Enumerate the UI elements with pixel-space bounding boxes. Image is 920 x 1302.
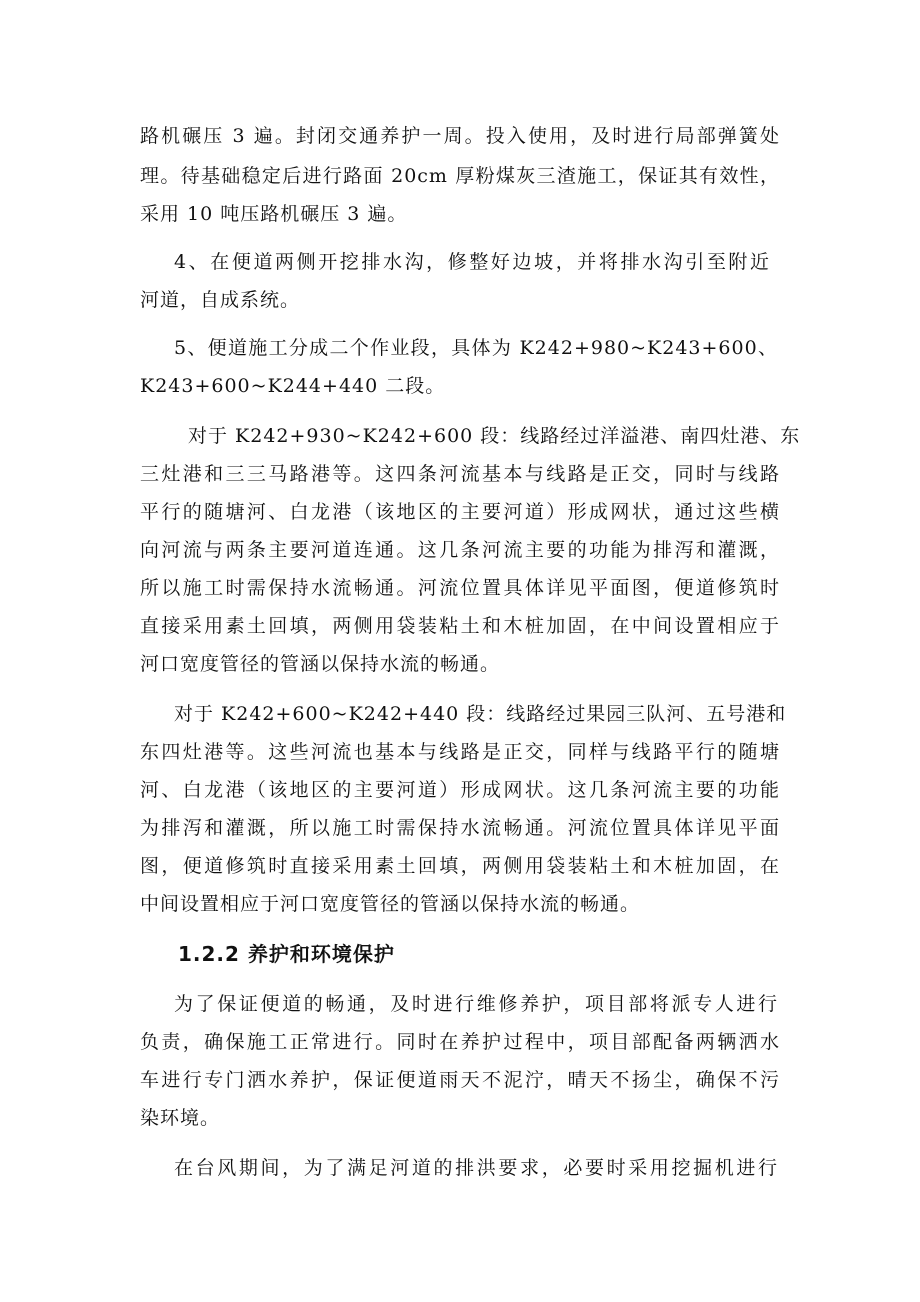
paragraph-4-line-3: 平行的随塘河、白龙港（该地区的主要河道）形成网状，通过这些横 xyxy=(140,501,780,523)
paragraph-5-line-1: 对于 K242+600~K242+440 段：线路经过果园三队河、五号港和 xyxy=(174,703,787,725)
paragraph-6-line-1: 为了保证便道的畅通，及时进行维修养护，项目部将派专人进行 xyxy=(174,993,778,1015)
paragraph-3-line-2: K243+600~K244+440 二段。 xyxy=(140,375,446,397)
paragraph-3-line-1: 5、便道施工分成二个作业段，具体为 K242+980~K243+600、 xyxy=(174,337,778,359)
paragraph-4-line-4: 向河流与两条主要河道连通。这几条河流主要的功能为排泻和灌溉， xyxy=(140,539,780,561)
paragraph-1-line-3: 采用 10 吨压路机碾压 3 遍。 xyxy=(140,203,408,225)
paragraph-4-line-5: 所以施工时需保持水流畅通。河流位置具体详见平面图，便道修筑时 xyxy=(140,577,780,599)
paragraph-4-line-1: 对于 K242+930~K242+600 段：线路经过洋溢港、南四灶港、东 xyxy=(188,425,801,447)
paragraph-6-line-2: 负责，确保施工正常进行。同时在养护过程中，项目部配备两辆洒水 xyxy=(140,1031,780,1053)
paragraph-5-line-4: 为排泻和灌溉，所以施工时需保持水流畅通。河流位置具体详见平面 xyxy=(140,817,780,839)
paragraph-6-line-4: 染环境。 xyxy=(140,1107,221,1129)
paragraph-6-line-3: 车进行专门洒水养护，保证便道雨天不泥泞，晴天不扬尘，确保不污 xyxy=(140,1069,780,1091)
paragraph-5-line-6: 中间设置相应于河口宽度管径的管涵以保持水流的畅通。 xyxy=(140,893,641,915)
paragraph-2-line-2: 河道，自成系统。 xyxy=(140,289,301,311)
paragraph-5-line-2: 东四灶港等。这些河流也基本与线路是正交，同样与线路平行的随塘 xyxy=(140,741,780,763)
section-heading: 1.2.2 养护和环境保护 xyxy=(178,942,395,966)
paragraph-4-line-6: 直接采用素土回填，两侧用袋装粘土和木桩加固，在中间设置相应于 xyxy=(140,615,780,637)
paragraph-4-line-7: 河口宽度管径的管涵以保持水流的畅通。 xyxy=(140,653,501,675)
paragraph-1-line-2: 理。待基础稳定后进行路面 20cm 厚粉煤灰三渣施工，保证其有效性， xyxy=(140,165,780,187)
paragraph-5-line-3: 河、白龙港（该地区的主要河道）形成网状。这几条河流主要的功能 xyxy=(140,779,780,801)
paragraph-1-line-1: 路机碾压 3 遍。封闭交通养护一周。投入使用，及时进行局部弹簧处 xyxy=(140,125,780,147)
paragraph-2-line-1: 4、在便道两侧开挖排水沟，修整好边坡，并将排水沟引至附近 xyxy=(174,251,770,273)
paragraph-5-line-5: 图，便道修筑时直接采用素土回填，两侧用袋装粘土和木桩加固，在 xyxy=(140,855,780,877)
paragraph-4-line-2: 三灶港和三三马路港等。这四条河流基本与线路是正交，同时与线路 xyxy=(140,463,780,485)
paragraph-7-line-1: 在台风期间，为了满足河道的排洪要求，必要时采用挖掘机进行 xyxy=(174,1157,778,1179)
